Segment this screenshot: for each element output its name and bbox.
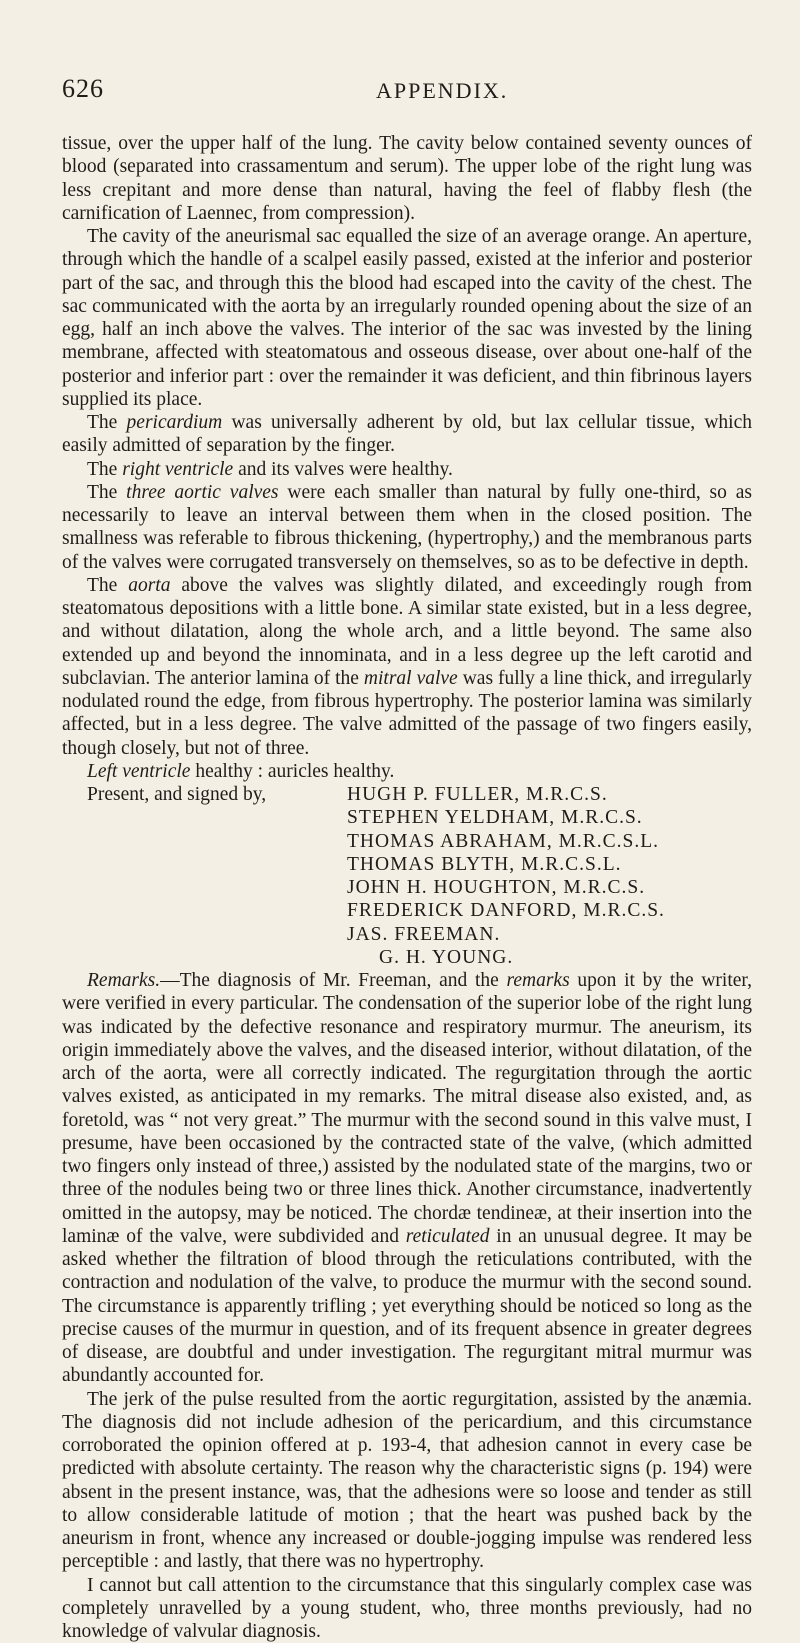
text-fragment: The [87, 459, 122, 480]
signature-name: JOHN H. HOUGHTON, M.R.C.S. [87, 876, 752, 899]
page-body [62, 132, 752, 1643]
signature-name: THOMAS BLYTH, M.R.C.S.L. [87, 853, 752, 876]
text-fragment: was fully a line thick, and irregularly nodulated round the edge, from fibrous hypertrophy. The posterior lamina was similarly affected, but in a less degree. The valve admitted of the passage of two fingers easily, though closely, but not of three. [62, 668, 752, 759]
page-header [62, 74, 738, 104]
text-fragment: The [87, 575, 128, 596]
signature-name: HUGH P. FULLER, M.R.C.S. [347, 783, 608, 806]
text-fragment: was universally adherent by old, but lax cellular tissue, which easily admitted of separation by the finger. [62, 412, 752, 456]
signature-name: G. H. YOUNG. [87, 946, 752, 969]
term-pericardium: pericardium [127, 412, 223, 433]
text-fragment: The [87, 412, 127, 433]
text-fragment: upon it by the writer, were verified in every particular. The condensation of the superior lobe of the right lung was indicated by the defective resonance and respiratory murmur. The aneurism, its origin immediately above the valves, and the diseased interior, without dilatation, of the arch of the aorta, were all correctly indicated. The regurgitation through the aortic valves existed, as anticipated in my remarks. The mitral disease also existed, and, as foretold, was “ not very great.” The murmur with the second sound in this valve must, I presume, have been occasioned by the contracted state of the valve, (which admitted two fingers only instead of three,) assisted by the nodulated state of the margins, two or three of the nodules being two or three lines thick. Another circumstance, inadvertently omitted in the autopsy, may be noticed. The chordæ tendineæ, at their insertion into the laminæ of the valve, were subdivided and [62, 970, 752, 1247]
signature-name: FREDERICK DANFORD, M.R.C.S. [87, 899, 752, 922]
term-mitral-valve: mitral valve [364, 668, 458, 689]
paragraph-closing: I cannot but call attention to the circumstance that this singularly complex case was completely unravelled by a young student, who, three months previously, had no knowledge of valvular diagnosis. [62, 1574, 752, 1643]
signature-name: JAS. FREEMAN. [87, 923, 752, 946]
paragraph-lung: tissue, over the upper half of the lung. The cavity below contained seventy ounces of blood (separated into crassamentum and serum). The upper lobe of the right lung was less crepitant and more dense than natural, having the feel of flabby flesh (the carnification of Laennec, from compression). [62, 132, 752, 225]
term-reticulated: reticulated [406, 1226, 490, 1247]
signature-name: THOMAS ABRAHAM, M.R.C.S.L. [87, 830, 752, 853]
paragraph-right-ventricle [62, 458, 752, 481]
paragraph-aneurismal-sac: The cavity of the aneurismal sac equalled the size of an average orange. An aperture, through which the handle of a scalpel easily passed, existed at the inferior and posterior part of the sac, and through this the blood had escaped into the cavity of the chest. The sac communicated with the aorta by an irregularly rounded opening about the size of an egg, half an inch above the valves. The interior of the sac was invested by the lining membrane, affected with steatomatous and osseous disease, over about one-half of the posterior and inferior part : over the remainder it was deficient, and thin fibrinous layers supplied its place. [62, 225, 752, 411]
signature-lead: Present, and signed by, [87, 783, 347, 806]
paragraph-left-ventricle [62, 760, 752, 783]
text-fragment: and its valves were healthy. [233, 459, 453, 480]
term-left-ventricle: Left ventricle [87, 761, 190, 782]
signature-name: STEPHEN YELDHAM, M.R.C.S. [87, 806, 752, 829]
page-number: 626 [62, 74, 104, 104]
term-aorta: aorta [128, 575, 170, 596]
text-fragment: were each smaller than natural by fully one-third, so as necessarily to leave an interval between them when in the closed position. The smallness was referable to fibrous thickening, (hypertrophy,) and the membranous parts of the valves were corrugated transversely on themselves, so as to be defective in depth. [62, 482, 752, 573]
paragraph-aorta [62, 574, 752, 760]
signature-block [62, 783, 752, 969]
text-fragment: The [87, 482, 126, 503]
paragraph-aortic-valves [62, 481, 752, 574]
signature-row [87, 783, 752, 806]
paragraph-remarks [62, 969, 752, 1388]
running-head: APPENDIX. [376, 78, 508, 104]
text-fragment: above the valves was slightly dilated, and exceedingly rough from steatomatous depositions with a little bone. A similar state existed, but in a less degree, and without dilatation, along the whole arch, and a little beyond. The same also extended up and beyond the innominata, and in a less degree up the left carotid and subclavian. The anterior lamina of the [62, 575, 752, 689]
text-fragment: healthy : auricles healthy. [190, 761, 394, 782]
term-remarks-inline: remarks [506, 970, 569, 991]
term-remarks: Remarks. [87, 970, 160, 991]
paragraph-pulse: The jerk of the pulse resulted from the aortic regurgitation, assisted by the anæmia. The diagnosis did not include adhesion of the pericardium, and this circumstance corroborated the opinion offered at p. 193-4, that adhesion cannot in every case be predicted with absolute certainty. The reason why the characteristic signs (p. 194) were absent in the present instance, was, that the adhesions were so loose and tender as still to allow considerable latitude of motion ; that the heart was pushed back by the aneurism in front, whence any increased or double-jogging impulse was rendered less perceptible : and lastly, that there was no hypertrophy. [62, 1388, 752, 1574]
text-fragment: in an unusual degree. It may be asked whether the filtration of blood through the reticulations contributed, with the contraction and nodulation of the valve, to produce the murmur with the second sound. The circumstance is apparently trifling ; yet everything should be noticed so long as the precise causes of the murmur in question, and of its frequent absence in greater degrees of disease, are doubtful and under investigation. The regurgitant mitral murmur was abundantly accounted for. [62, 1226, 752, 1387]
term-right-ventricle: right ventricle [122, 459, 233, 480]
term-aortic-valves: three aortic valves [126, 482, 278, 503]
paragraph-pericardium [62, 411, 752, 458]
text-fragment: —The diagnosis of Mr. Freeman, and the [160, 970, 506, 991]
